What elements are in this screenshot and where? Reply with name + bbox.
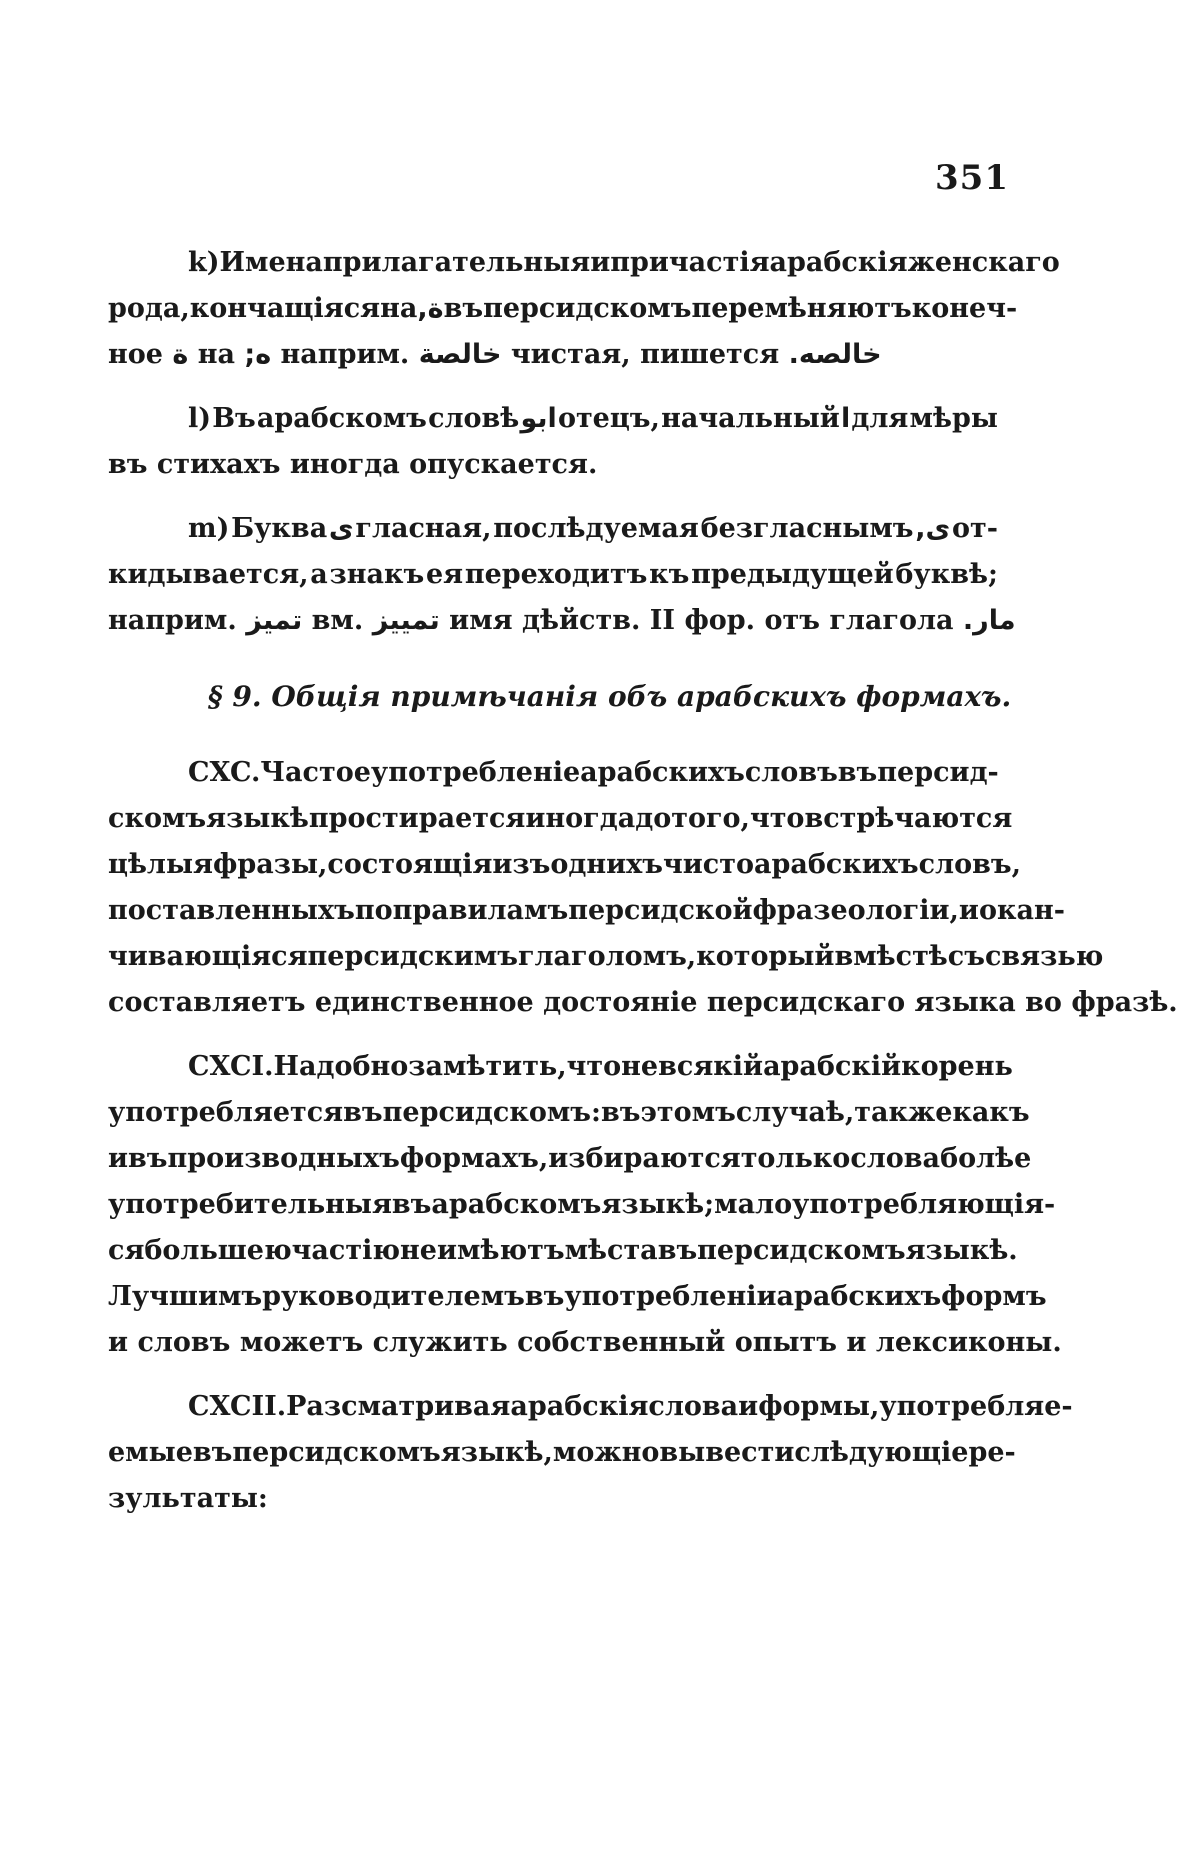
text-line: наприм. تميز вм. تمييز имя дѣйств. II фор. отъ глагола مار.	[108, 605, 1016, 636]
text-line: въ стихахъ иногда опускается.	[108, 449, 598, 480]
text-line: цѣлыя фразы, состоящія изъ однихъ чисто арабскихъ словъ,	[108, 849, 1021, 880]
paragraph-gap	[108, 1026, 998, 1044]
text-line: чивающіяся персидскимъ глаголомъ, который вмѣстѣ съ связью	[108, 941, 1104, 972]
text-line: и словъ можетъ служить собственный опытъ и лексиконы.	[108, 1327, 1062, 1358]
section-heading	[108, 674, 1012, 720]
paragraph-item-m	[108, 506, 1016, 644]
text-line: кидывается, а знакъ ея переходитъ къ предыдущей буквѣ;	[108, 559, 998, 590]
text-line: употребительныя въ арабскомъ языкѣ; мало употребляющія-	[108, 1189, 1056, 1220]
text-line: k) Имена прилагательныя и причастія арабскія женскаго	[188, 247, 1060, 278]
text-line: m) Буква ى гласная, послѣдуемая безгласнымъ ى, от-	[188, 513, 998, 544]
paragraph-gap	[108, 378, 998, 396]
paragraph-para-cxcii	[108, 1384, 1073, 1522]
paragraph-gap	[108, 1366, 998, 1384]
text-line: емые въ персидскомъ языкѣ, можно вывести слѣдующіе ре-	[108, 1437, 1016, 1468]
paragraph-item-l	[108, 396, 998, 488]
paragraph-para-cxc	[108, 750, 1178, 1026]
items-block	[108, 240, 1060, 644]
text-line: рода, кончащіяся на ة, въ персидскомъ перемѣняютъ конеч-	[108, 293, 1018, 324]
section-heading-text: § 9. Общія примѣчанія объ арабскихъ формахъ.	[208, 680, 1012, 713]
paragraph-item-k	[108, 240, 1060, 378]
text-line: скомъ языкѣ простирается иногда до того, что встрѣчаются	[108, 803, 1013, 834]
text-line: ся большею частію не имѣютъ мѣста въ персидскомъ языкѣ.	[108, 1235, 1018, 1266]
page-number: 351	[935, 158, 1009, 198]
text-line: CXCII. Разсматривая арабскія слова и формы, употребляе-	[188, 1391, 1073, 1422]
text-line: l) Въ арабскомъ словѣ ابو отецъ, начальный ا для мѣры	[188, 403, 998, 434]
text-line: ное ة на ه; наприм. خالصة чистая, пишется خالصه.	[108, 339, 882, 370]
paragraph-para-cxci	[108, 1044, 1062, 1366]
paragraph-gap	[108, 488, 998, 506]
text-line: составляетъ единственное достояніе персидскаго языка во фразѣ.	[108, 987, 1178, 1018]
text-line: CXC. Частое употребленіе арабскихъ словъ въ персид-	[188, 757, 999, 788]
page-body	[108, 240, 1178, 1522]
text-line: CXCI. Надобно замѣтить, что не всякій арабскій корень	[188, 1051, 1013, 1082]
text-line: употребляется въ персидскомъ: въ этомъ случаѣ, также какъ	[108, 1097, 1030, 1128]
sections-block	[108, 750, 1178, 1522]
text-line: и въ производныхъ формахъ, избираются только слова болѣе	[108, 1143, 1032, 1174]
text-line: Лучшимъ руководителемъ въ употребленіи арабскихъ формъ	[108, 1281, 1047, 1312]
text-line: зультаты:	[108, 1483, 268, 1514]
text-line: поставленныхъ по правиламъ персидской фразеологіи, и окан-	[108, 895, 1065, 926]
